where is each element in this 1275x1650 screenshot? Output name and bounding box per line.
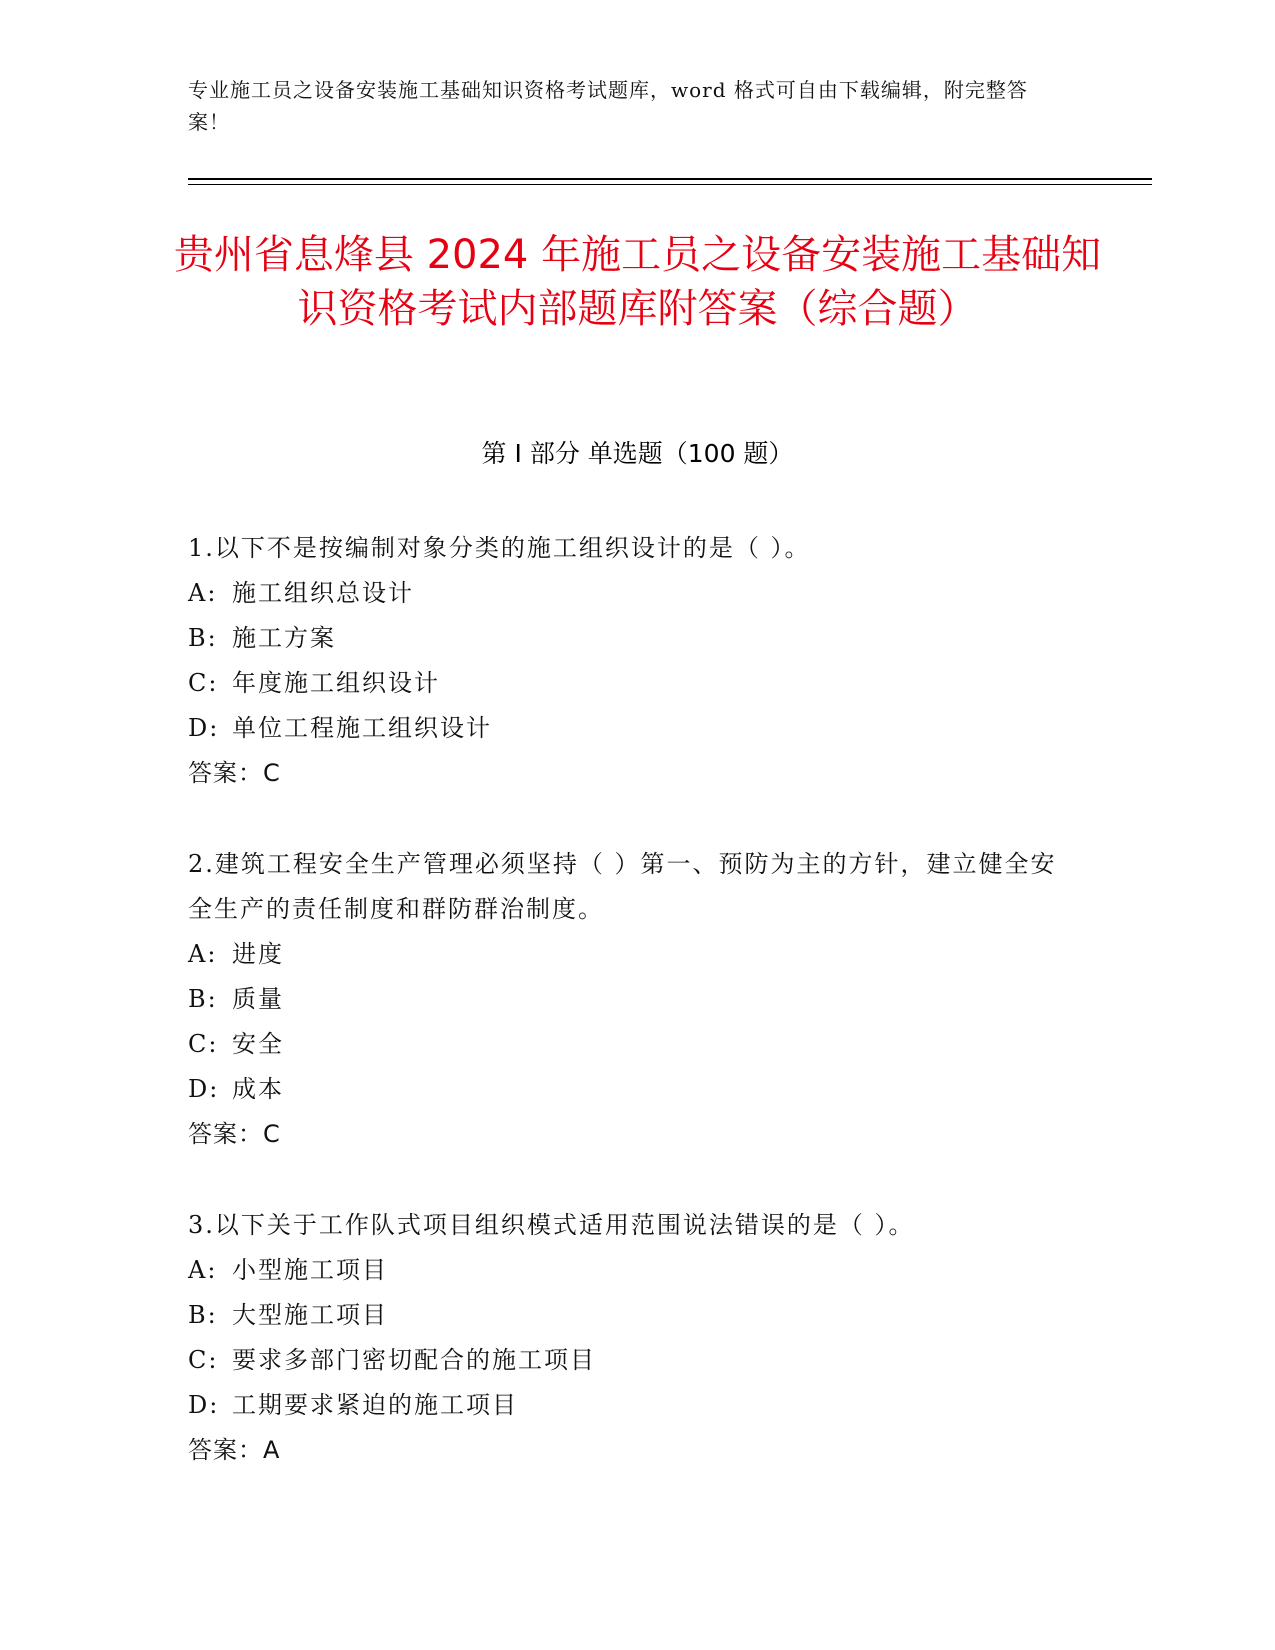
option-text: 安全	[232, 1030, 284, 1058]
option-a	[188, 571, 1068, 616]
option-d	[188, 1067, 1068, 1112]
option-c	[188, 661, 1068, 706]
option-b	[188, 977, 1068, 1022]
answer-line: 答案：C	[188, 1120, 281, 1148]
answer-line: 答案：C	[188, 759, 281, 787]
option-text: 质量	[232, 985, 284, 1013]
header-divider-thin	[188, 184, 1152, 185]
option-text: 要求多部门密切配合的施工项目	[232, 1346, 596, 1374]
option-letter: C:	[188, 1030, 219, 1058]
document-title: 贵州省息烽县 2024 年施工员之设备安装施工基础知识资格考试内部题库附答案（综合题）	[173, 232, 1102, 332]
option-d	[188, 706, 1068, 751]
option-text: 成本	[232, 1075, 284, 1103]
option-text: 年度施工组织设计	[232, 669, 440, 697]
option-text: 施工方案	[232, 624, 336, 652]
option-a	[188, 932, 1068, 977]
option-letter: A:	[188, 1256, 218, 1284]
answer-line: 答案：A	[188, 1436, 281, 1464]
question-stem: 2.建筑工程安全生产管理必须坚持（ ）第一、预防为主的方针，建立健全安全生产的责任制度和群防群治制度。	[188, 850, 1057, 923]
option-letter: C:	[188, 669, 219, 697]
option-letter: A:	[188, 940, 218, 968]
option-text: 施工组织总设计	[232, 579, 414, 607]
question-3	[188, 1203, 1068, 1473]
option-letter: D:	[188, 714, 220, 742]
question-1	[188, 526, 1068, 796]
option-text: 进度	[232, 940, 284, 968]
option-letter: C:	[188, 1346, 219, 1374]
question-stem: 3.以下关于工作队式项目组织模式适用范围说法错误的是（ ）。	[188, 1211, 915, 1239]
option-text: 单位工程施工组织设计	[232, 714, 492, 742]
option-b	[188, 616, 1068, 661]
option-letter: B:	[188, 985, 218, 1013]
option-letter: B:	[188, 1301, 218, 1329]
option-letter: D:	[188, 1391, 220, 1419]
option-text: 小型施工项目	[232, 1256, 388, 1284]
option-c	[188, 1338, 1068, 1383]
question-stem: 1.以下不是按编制对象分类的施工组织设计的是（ ）。	[188, 534, 811, 562]
header-divider-thick	[188, 178, 1152, 180]
option-d	[188, 1383, 1068, 1428]
section-title: 第 I 部分 单选题（100 题）	[481, 439, 794, 468]
option-text: 工期要求紧迫的施工项目	[232, 1391, 518, 1419]
option-text: 大型施工项目	[232, 1301, 388, 1329]
option-letter: D:	[188, 1075, 220, 1103]
option-a	[188, 1248, 1068, 1293]
option-letter: A:	[188, 579, 218, 607]
option-c	[188, 1022, 1068, 1067]
document-header-note: 专业施工员之设备安装施工基础知识资格考试题库，word 格式可自由下载编辑，附完整答案！	[188, 78, 1028, 134]
option-letter: B:	[188, 624, 218, 652]
question-2	[188, 842, 1068, 1157]
option-b	[188, 1293, 1068, 1338]
